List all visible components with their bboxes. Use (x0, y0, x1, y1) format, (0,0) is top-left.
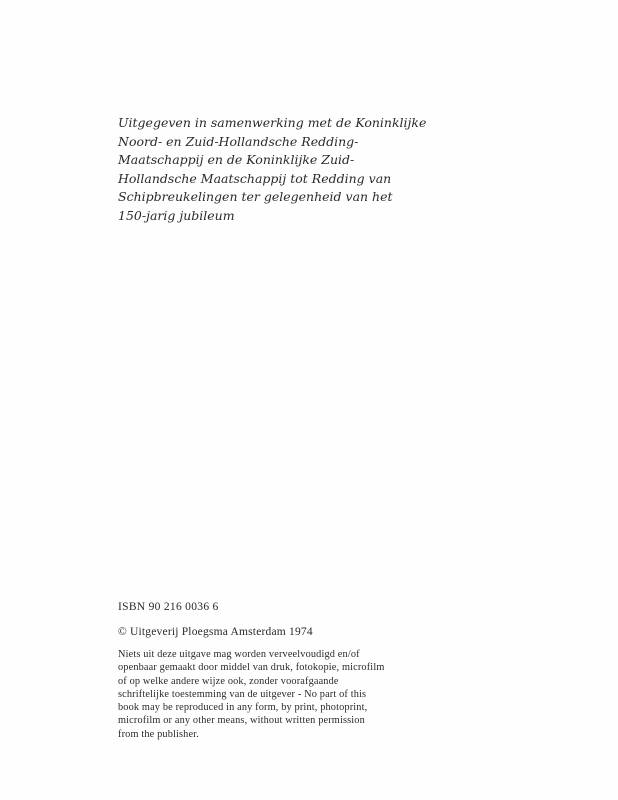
rights-notice-line: schriftelijke toestemming van de uitgever - No part of this (118, 688, 367, 700)
rights-notice-line: from the publisher. (118, 728, 199, 740)
rights-notice-line: openbaar gemaakt door middel van druk, fotokopie, microfilm (118, 662, 385, 674)
dedication-line: Maatschappij en de Koninklijke Zuid- (118, 152, 355, 168)
rights-notice (118, 648, 384, 741)
dedication-line: Uitgegeven in samenwerking met de Koninklijke (118, 115, 427, 130)
rights-notice-line: book may be reproduced in any form, by print, photoprint, (118, 702, 368, 714)
dedication-line: 150-jarig jubileum (118, 207, 235, 223)
isbn-number: ISBN 90 216 0036 6 (118, 601, 219, 613)
rights-notice-line: microfilm or any other means, without written permission (118, 715, 365, 727)
rights-notice-line: of op welke andere wijze ook, zonder voorafgaande (118, 675, 339, 687)
dedication-text (118, 114, 427, 226)
dedication-line: Noord- en Zuid-Hollandsche Redding- (118, 133, 359, 149)
copyright-notice: © Uitgeverij Ploegsma Amsterdam 1974 (118, 626, 313, 638)
dedication-line: Schipbreukelingen ter gelegenheid van het (118, 189, 393, 205)
dedication-line: Hollandsche Maatschappij tot Redding van (118, 170, 392, 186)
rights-notice-line: Niets uit deze uitgave mag worden verveelvoudigd en/of (118, 649, 360, 660)
